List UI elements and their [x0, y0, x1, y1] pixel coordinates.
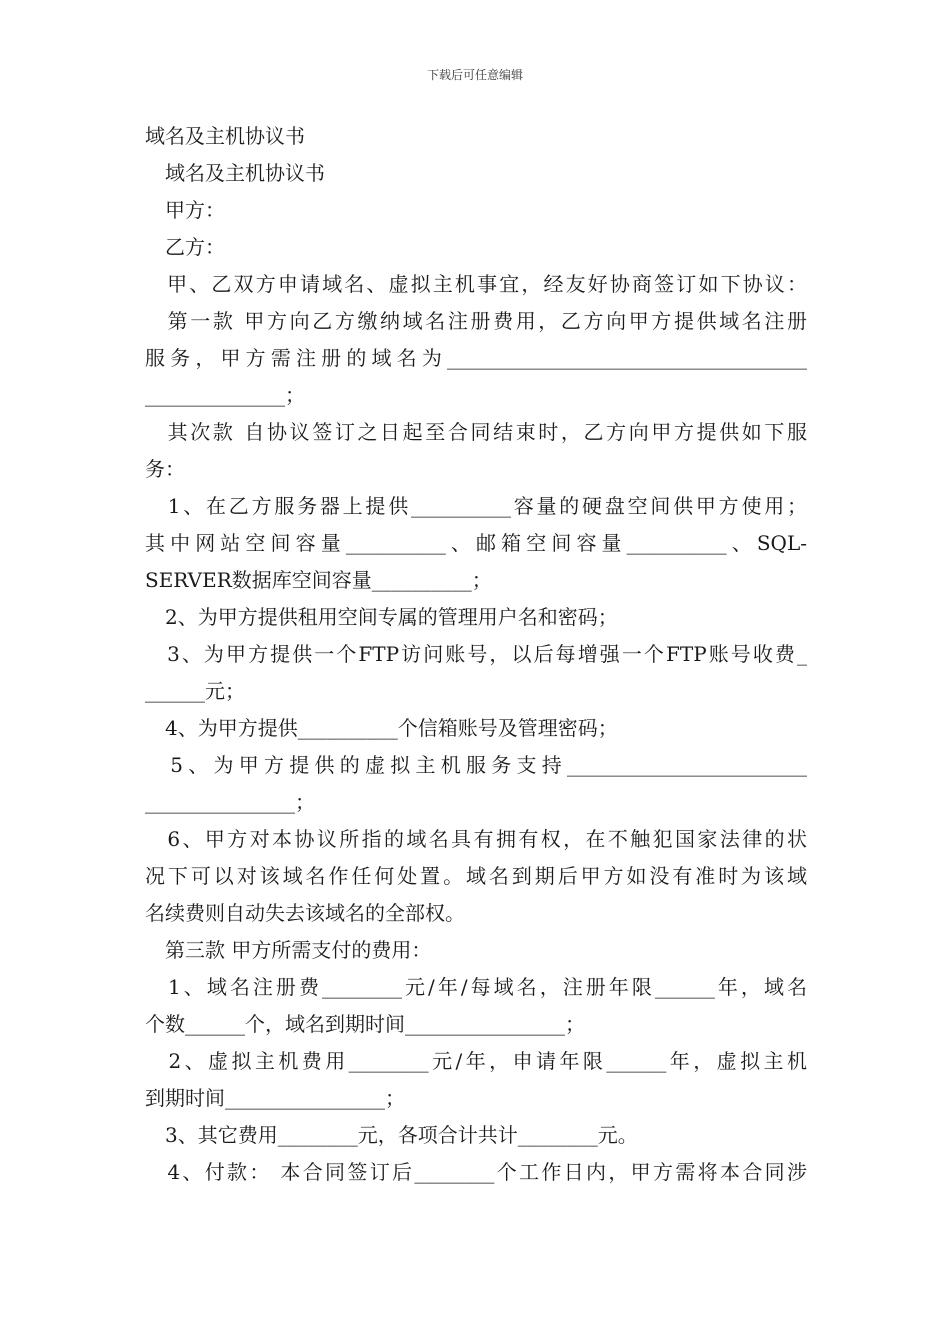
item-5-line-2: _______________； [145, 790, 315, 814]
document-subtitle: 域名及主机协议书 [145, 161, 325, 185]
clause-2-line-2: 务： [145, 457, 185, 481]
item-6-line-1: 6、甲方对本协议所指的域名具有拥有权，在不触犯国家法律的状 [145, 827, 807, 851]
intro-line: 甲、乙双方申请域名、虚拟主机事宜，经友好协商签订如下协议： [145, 272, 807, 296]
item-6-line-2: 况下可以对该域名作任何处置。域名到期后甲方如没有准时为该域 [145, 864, 807, 888]
fee-2-line-2: 到期时间________________； [145, 1086, 405, 1110]
clause-1-line-2: 服务，甲方需注册的域名为____________________________________ [145, 346, 807, 370]
item-6-line-3: 名续费则自动失去该域名的全部权。 [145, 901, 465, 925]
page-header-note: 下载后可任意编辑 [426, 68, 523, 82]
party-a-line: 甲方： [145, 198, 225, 222]
item-4-line: 4、为甲方提供__________个信箱账号及管理密码； [145, 716, 618, 740]
item-3-line-1: 3、为甲方提供一个FTP访问账号，以后每增强一个FTP账号收费_ [145, 642, 807, 666]
item-2-line: 2、为甲方提供租用空间专属的管理用户名和密码； [145, 605, 618, 629]
item-1-line-2: 其中网站空间容量__________、邮箱空间容量__________、SQL- [145, 531, 807, 555]
clause-2-line-1: 其次款 自协议签订之日起至合同结束时，乙方向甲方提供如下服 [145, 420, 807, 444]
fee-1-line-2: 个数______个，域名到期时间________________； [145, 1012, 585, 1036]
clause-3-heading: 第三款 甲方所需支付的费用： [145, 938, 432, 962]
document-title: 域名及主机协议书 [145, 124, 305, 148]
fee-1-line-1: 1、域名注册费________元/年/每域名，注册年限______年，域名 [145, 975, 807, 999]
item-1-line-1: 1、在乙方服务器上提供__________容量的硬盘空间供甲方使用； [145, 494, 807, 518]
item-5-line-1: 5、为甲方提供的虚拟主机服务支持________________________ [145, 753, 807, 777]
item-3-line-2: ______元； [145, 679, 245, 703]
document-body [145, 118, 807, 1191]
party-b-line: 乙方： [145, 235, 225, 259]
clause-1-line-1: 第一款 甲方向乙方缴纳域名注册费用，乙方向甲方提供域名注册 [145, 309, 807, 333]
clause-1-line-3: ______________； [145, 383, 305, 407]
fee-4-line-1: 4、付款： 本合同签订后________个工作日内，甲方需将本合同涉 [145, 1160, 807, 1184]
fee-2-line-1: 2、虚拟主机费用________元/年，申请年限______年，虚拟主机 [145, 1049, 807, 1073]
fee-3-line: 3、其它费用________元，各项合计共计________元。 [145, 1123, 638, 1147]
item-1-line-3: SERVER数据库空间容量__________； [145, 568, 492, 592]
